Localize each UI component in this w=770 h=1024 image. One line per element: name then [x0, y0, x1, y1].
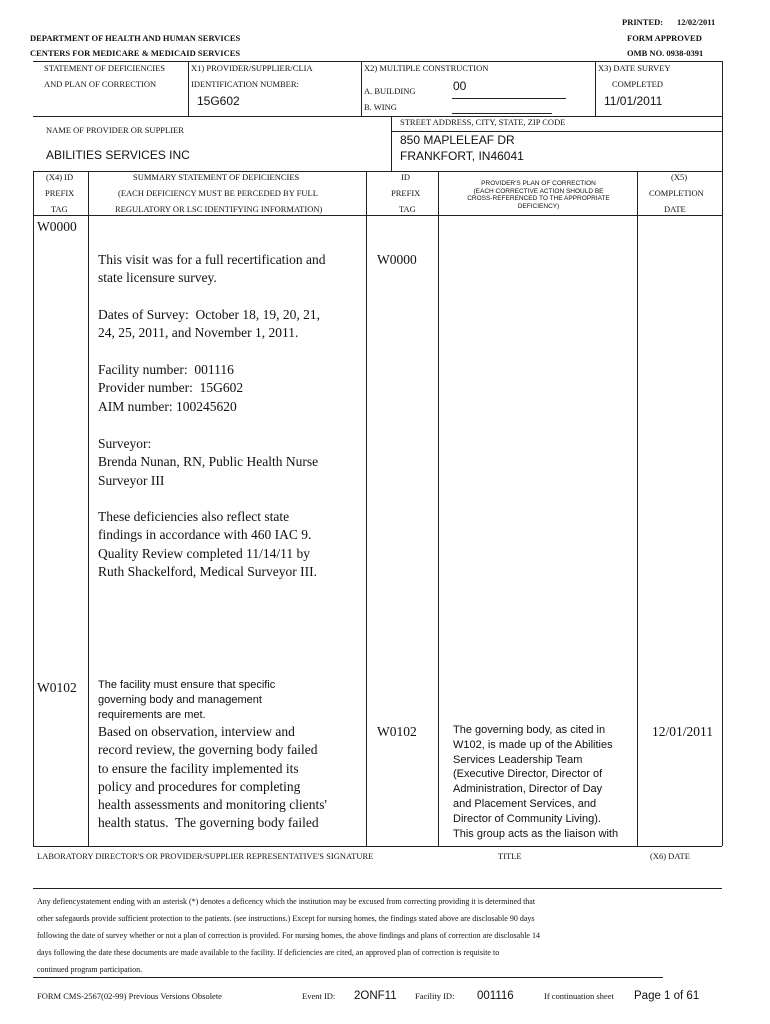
col-plan-4: DEFICIENCY)	[517, 202, 560, 210]
col-id-3: TAG	[399, 204, 416, 214]
x1-label-2: IDENTIFICATION NUMBER:	[191, 79, 299, 89]
provider-id-value: 15G602	[197, 94, 240, 108]
w0102-finding: Based on observation, interview and record review, the governing body failed to ensure the facility implemented its policy and procedures for completing health assessments and monitoring clients' health status. The governing body failed	[98, 724, 327, 831]
x2-label: X2) MULTIPLE CONSTRUCTION	[364, 63, 489, 73]
x1-label-1: X1) PROVIDER/SUPPLIER/CLIA	[191, 63, 313, 73]
col-plan-3: CROSS-REFERENCED TO THE APPROPRIATE	[467, 195, 610, 202]
tag-w0102-right: W0102	[377, 724, 417, 739]
x3-label: X3) DATE SURVEY	[598, 63, 671, 73]
provider-name-value: ABILITIES SERVICES INC	[46, 148, 190, 162]
col-x4-1: (X4) ID	[46, 172, 74, 182]
statement-label-1: STATEMENT OF DEFICIENCIES	[44, 63, 166, 73]
omb-number: OMB NO. 0938-0391	[627, 48, 704, 58]
tag-w0102-left: W0102	[37, 680, 77, 695]
col-id-1: ID	[401, 172, 410, 182]
printed-label: PRINTED:	[622, 17, 664, 27]
wing-label: B. WING	[364, 102, 397, 112]
paragraph-visit: This visit was for a full recertification and state licensure survey.	[98, 252, 326, 286]
survey-date-value: 11/01/2011	[604, 94, 663, 108]
event-id-value: 2ONF11	[354, 990, 397, 1002]
department-title: DEPARTMENT OF HEALTH AND HUMAN SERVICES	[30, 33, 241, 43]
street-line-2: FRANKFORT, IN46041	[400, 149, 524, 163]
col-summary-3: REGULATORY OR LSC IDENTIFYING INFORMATION)	[115, 204, 323, 214]
col-plan-1: PROVIDER'S PLAN OF CORRECTION	[481, 180, 596, 187]
building-value: 00	[453, 79, 467, 93]
facility-id-value: 001116	[477, 990, 514, 1002]
street-line-1: 850 MAPLELEAF DR	[400, 133, 515, 147]
building-label: A. BUILDING	[364, 86, 416, 96]
page-number: Page 1 of 61	[634, 990, 700, 1002]
paragraph-numbers: Facility number: 001116 Provider number: 15G602 AIM number: 100245620	[98, 362, 244, 414]
form-approved: FORM APPROVED	[627, 33, 702, 43]
x3-completed-label: COMPLETED	[612, 79, 663, 89]
event-id-label: Event ID:	[302, 991, 336, 1001]
paragraph-surveyor: Surveyor: Brenda Nunan, RN, Public Health Nurse Surveyor III	[98, 436, 319, 488]
col-plan-header	[442, 180, 635, 210]
col-x4-3: TAG	[51, 204, 68, 214]
centers-title: CENTERS FOR MEDICARE & MEDICAID SERVICES	[30, 48, 241, 58]
facility-id-label: Facility ID:	[415, 991, 455, 1001]
col-summary-1: SUMMARY STATEMENT OF DEFICIENCIES	[133, 172, 300, 182]
title-label: TITLE	[498, 851, 522, 861]
provider-name-label: NAME OF PROVIDER OR SUPPLIER	[46, 125, 184, 135]
signature-label: LABORATORY DIRECTOR'S OR PROVIDER/SUPPLIER REPRESENTATIVE'S SIGNATURE	[37, 851, 374, 861]
paragraph-dates: Dates of Survey: October 18, 19, 20, 21, 24, 25, 2011, and November 1, 2011.	[98, 307, 320, 341]
printed-date: 12/02/2011	[677, 17, 716, 27]
col-id-2: PREFIX	[391, 188, 421, 198]
tag-w0000-left: W0000	[37, 219, 77, 234]
plan-of-correction-text: The governing body, as cited in W102, is made up of the Abilities Services Leadership Team (Executive Director, Director of Administration, Director of Day and Placement Services, and Director of Community Living). This group acts as the liaison with	[453, 724, 619, 840]
paragraph-state-findings: These deficiencies also reflect state findings in accordance with 460 IAC 9. Quality Review completed 11/14/11 by Ruth Shackelford, Medical Surveyor III.	[98, 509, 317, 579]
date-label: (X6) DATE	[650, 851, 690, 861]
disclaimer-text: Any defiencystatement ending with an asterisk (*) denotes a deficency which the institution may be excused from correcting providing it is determined that other safegaurds provide sufficient protection to the patients. (see instructions.) Except for nursing homes, the findings stated above are disclosable 90 days following the date of survey whether or not a plan of correction is provided. For nursing homes, the above findings and plans of correction are disclosable 14 days following the date these documents are made available to the facility. If deficiencies are cited, an approved plan of correction is requisite to continued program participation.	[37, 897, 540, 974]
col-x4-2: PREFIX	[45, 188, 75, 198]
tag-w0000-right: W0000	[377, 252, 417, 267]
w0102-regulation: The facility must ensure that specific governing body and management requirements are met.	[98, 679, 276, 721]
top-rule	[33, 61, 722, 62]
statement-label-2: AND PLAN OF CORRECTION	[44, 79, 157, 89]
form-number: FORM CMS-2567(02-99) Previous Versions Obsolete	[37, 991, 222, 1001]
col-x5-1: (X5)	[671, 172, 688, 182]
col-plan-2: (EACH CORRECTIVE ACTION SHOULD BE	[473, 187, 604, 195]
col-summary-2: (EACH DEFICIENCY MUST BE PERCEDED BY FULL	[118, 188, 318, 198]
street-address-label: STREET ADDRESS, CITY, STATE, ZIP CODE	[400, 117, 566, 127]
col-x5-3: DATE	[664, 204, 686, 214]
completion-date: 12/01/2011	[652, 724, 714, 739]
continuation-label: If continuation sheet	[544, 991, 614, 1001]
col-x5-2: COMPLETION	[649, 188, 704, 198]
